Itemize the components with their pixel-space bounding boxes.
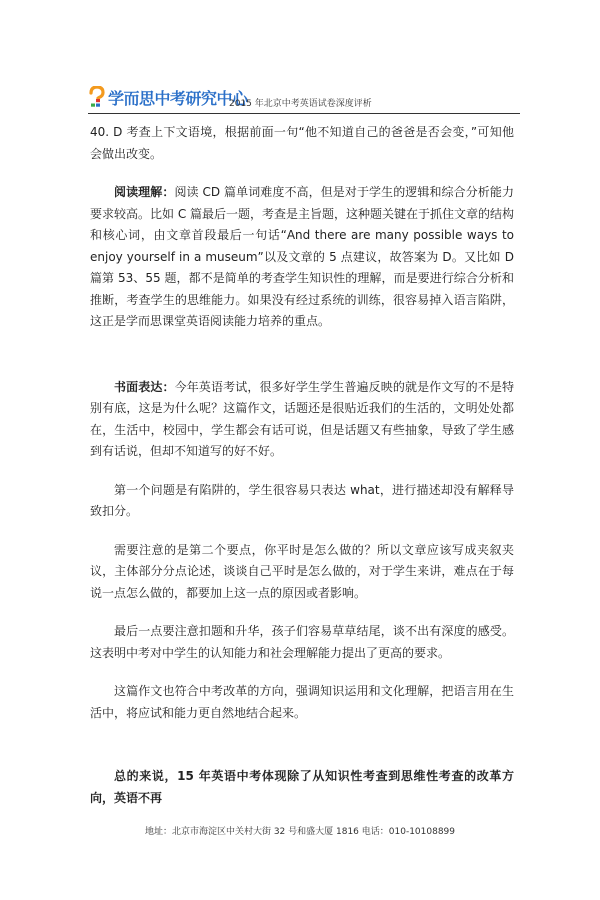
summary-paragraph: 总的来说，15 年英语中考体现除了从知识性考查到思维性考查的改革方向，英语不再 — [90, 769, 514, 805]
reading-comprehension-paragraph — [90, 182, 514, 333]
page-footer-address: 地址：北京市海淀区中关村大街 32 号和盛大厦 1816 电话：010-10108899 — [144, 827, 456, 837]
reading-comprehension-heading: 阅读理解： — [114, 185, 175, 199]
writing-point-2-paragraph: 需要注意的是第二个要点，你平时是怎么做的？所以文章应该写成夹叙夹议，主体部分分点论述，谈谈自己平时是怎么做的，对于学生来讲，难点在于每说一点怎么做的，都要加上这一点的原因或者影响。 — [90, 542, 514, 600]
writing-point-1-paragraph: 第一个问题是有陷阱的，学生很容易只表达 what，进行描述却没有解释导致扣分。 — [90, 482, 514, 518]
document-subtitle: 2015 年北京中考英语试卷深度评析 — [229, 99, 372, 109]
header-divider — [88, 113, 520, 114]
brand-logo-icon — [88, 86, 106, 108]
answer-40-paragraph: 40. D 考查上下文语境，根据前面一句“他不知道自己的爸爸是否会变，”可知他会做出改变。 — [90, 125, 514, 161]
brand-name: 学而思中考研究中心 — [108, 89, 248, 108]
page-header — [88, 84, 520, 110]
writing-reform-paragraph: 这篇作文也符合中考改革的方向，强调知识运用和文化理解，把语言用在生活中，将应试和能力更自然地结合起来。 — [90, 684, 514, 720]
document-body — [90, 122, 514, 809]
writing-paragraph — [90, 377, 514, 463]
writing-point-3-paragraph: 最后一点要注意扣题和升华，孩子们容易草草结尾，谈不出有深度的感受。这表明中考对中学生的认知能力和社会理解能力提出了更高的要求。 — [90, 624, 514, 660]
writing-heading: 书面表达： — [114, 379, 175, 394]
writing-text: 今年英语考试，很多好学生学生普遍反映的就是作文写的不是特别有底，这是为什么呢？这篇作文，话题还是很贴近我们的生活的，文明处处都在，生活中，校园中，学生都会有话可说，但是话题又有些抽象，导致了学生感到有话说，但却不知道写的好不好。 — [90, 379, 514, 458]
reading-comprehension-text: 阅读 CD 篇单词难度不高，但是对于学生的逻辑和综合分析能力要求较高。比如 C 篇最后一题，考查是主旨题，这种题关键在于抓住文章的结构和核心词，由文章首段最后一句话“And there are many possible ways to enjoy yourself in a museum”以及文章的 5 点建议，故答案为 D。又比如 D 篇第 53、55 题，都不是简单的考查学生知识性的理解，而是要进行综合分析和推断，考查学生的思维能力。如果没有经过系统的训练，很容易掉入语言陷阱，这正是学而思课堂英语阅读能力培养的重点。 — [90, 185, 515, 328]
